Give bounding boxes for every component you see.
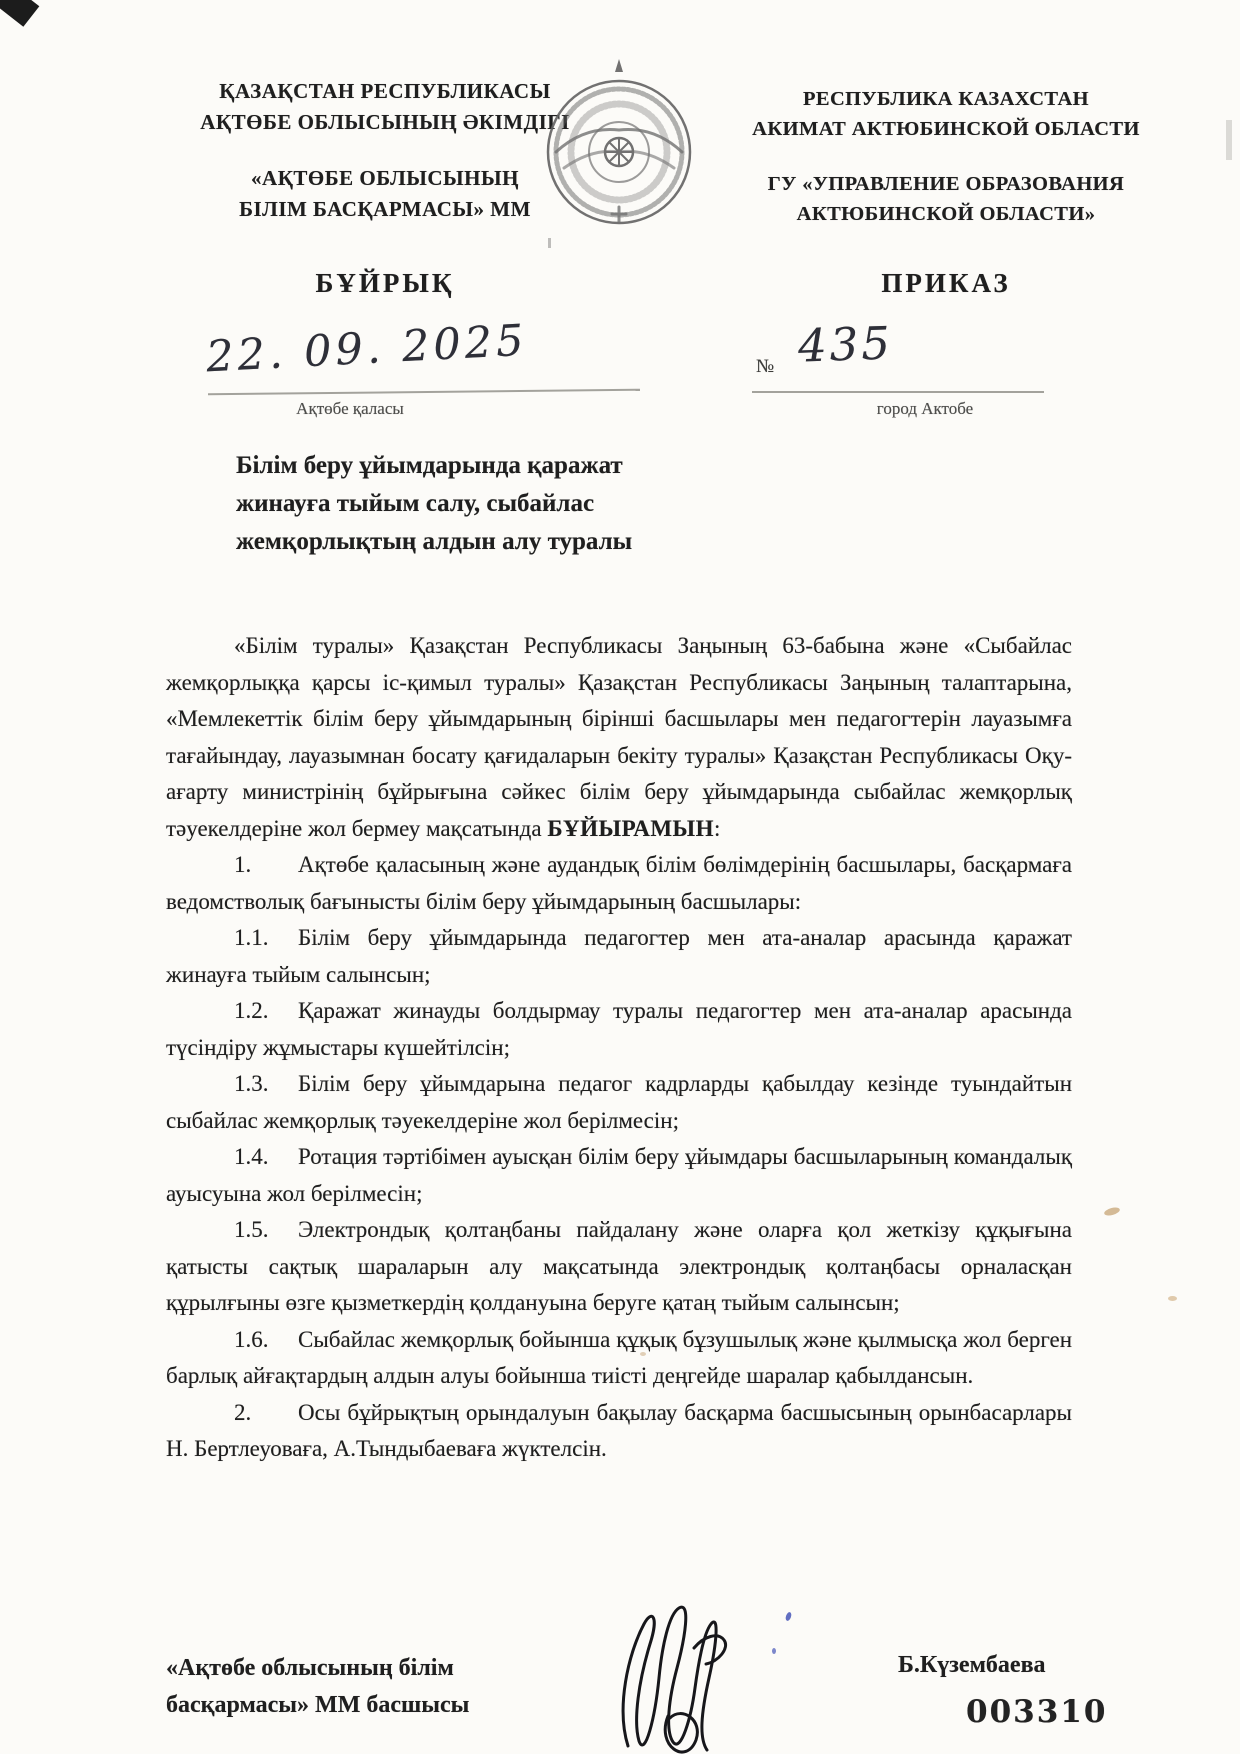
scan-speck xyxy=(548,238,551,248)
date-underline xyxy=(208,389,640,396)
handwritten-order-number: 435 xyxy=(797,316,894,373)
item-number: 1. xyxy=(234,852,252,877)
item-text: Білім беру ұйымдарына педагог кадрларды қабылдау кезінде туындайтын сыбайлас жемқорлық тәуекелдеріне жол берілмесін; xyxy=(166,1071,1072,1133)
item-text: Электрондық қолтаңбаны пайдалану және оларға қол жеткізу құқығына қатысты сақтық шараларын алу мақсатында электрондық қолтаңбасы орналасқан құрылғыны өзге қызметкердің қолдануына беруге қатаң тыйым салынсын; xyxy=(166,1217,1072,1315)
item-number: 1.6. xyxy=(234,1326,269,1352)
item-text: Қаражат жинауды болдырмау туралы педагогтер мен ата-аналар арасында түсіндіру жұмыстары күшейтілсін; xyxy=(166,998,1072,1060)
item-text: Ротация тәртібімен ауысқан білім беру ұйымдары басшыларының командалық ауысуына жол берілмесін; xyxy=(166,1144,1072,1206)
item-number: 1.1. xyxy=(234,925,269,950)
org-line: ҚАЗАҚСТАН РЕСПУБЛИКАСЫ xyxy=(219,79,551,103)
order-item-paragraph xyxy=(166,1139,1072,1212)
order-body xyxy=(166,628,1072,1468)
org-line: БІЛІМ БАСҚАРМАСЫ» ММ xyxy=(239,197,531,221)
org-line: «АҚТӨБЕ ОБЛЫСЫНЫҢ xyxy=(251,166,519,190)
order-item-paragraph xyxy=(166,993,1072,1066)
order-item-paragraph xyxy=(166,920,1072,993)
item-text: Білім беру ұйымдарында педагогтер мен ата-аналар арасында қаражат жинауға тыйым салынсын; xyxy=(166,925,1072,987)
document-title-line: Білім беру ұйымдарында қаражат xyxy=(236,452,623,479)
org-line: АКИМАТ АКТЮБИНСКОЙ ОБЛАСТИ xyxy=(752,118,1140,140)
item-text: Сыбайлас жемқорлық бойынша құқық бұзушылық және қылмысқа жол берген барлық айғақтардың алдын алуы бойынша тиісті деңгейде шаралар қабылдансын. xyxy=(166,1326,1072,1388)
letterhead-org-kazakh xyxy=(160,76,610,225)
item-text: Ақтөбе қаласының және аудандық білім бөлімдерінің басшылары, басқармаға ведомстволық бағынысты білім беру ұйымдарының басшылары: xyxy=(166,852,1072,914)
signer-name: Б.Күзембаева xyxy=(898,1652,1046,1678)
signer-position-title: «Ақтөбе облысының білім басқармасы» ММ басшысы xyxy=(166,1655,470,1718)
order-item-paragraph xyxy=(166,1066,1072,1139)
scan-edge-artifact xyxy=(1226,120,1232,160)
number-underline xyxy=(752,391,1044,393)
org-line: АКТЮБИНСКОЙ ОБЛАСТИ» xyxy=(796,203,1096,225)
order-verb: БҰЙЫРАМЫН xyxy=(547,815,715,841)
order-item-paragraph xyxy=(166,1212,1072,1322)
handwritten-date: 22. 09. 2025 xyxy=(204,315,529,383)
org-line: ГУ «УПРАВЛЕНИЕ ОБРАЗОВАНИЯ xyxy=(767,173,1125,195)
date-place-caption: Ақтөбе қаласы xyxy=(296,399,404,418)
intro-colon: : xyxy=(714,815,721,841)
item-number: 1.5. xyxy=(234,1217,269,1242)
document-title-line: жемқорлықтың алдын алу туралы xyxy=(236,528,633,555)
item-number: 1.3. xyxy=(234,1071,269,1096)
scan-corner-artifact xyxy=(0,0,39,27)
org-line: РЕСПУБЛИКА КАЗАХСТАН xyxy=(802,88,1090,110)
order-items xyxy=(166,847,1072,1468)
order-heading-russian: ПРИКАЗ xyxy=(881,268,1011,298)
document-title xyxy=(236,447,746,561)
ink-speck xyxy=(772,1648,776,1654)
org-line: АҚТӨБЕ ОБЛЫСЫНЫҢ ӘКІМДІГІ xyxy=(200,110,570,134)
order-item-paragraph xyxy=(166,847,1072,920)
paper-smudge xyxy=(1168,1296,1177,1301)
intro-paragraph xyxy=(166,628,1072,847)
order-heading-kazakh: БҰЙРЫҚ xyxy=(315,268,455,298)
ink-speck xyxy=(785,1611,793,1621)
item-number: 1.2. xyxy=(234,998,269,1023)
number-sign: № xyxy=(756,356,775,377)
document-title-line: жинауға тыйым салу, сыбайлас xyxy=(236,490,595,517)
state-emblem-icon xyxy=(544,56,694,228)
item-number: 1.4. xyxy=(234,1144,269,1169)
order-item-paragraph xyxy=(166,1395,1072,1468)
paper-smudge xyxy=(1103,1206,1120,1217)
handwritten-signature-icon xyxy=(598,1596,748,1754)
registration-stamp-number: 003310 xyxy=(966,1694,1108,1730)
number-place-caption: город Актобе xyxy=(876,399,974,418)
letterhead-org-russian xyxy=(728,84,1164,229)
intro-text: «Білім туралы» Қазақстан Республикасы Заңының 63-бабына және «Сыбайлас жемқорлыққа қарсы іс-қимыл туралы» Қазақстан Республикасы Заңының талаптарына, «Мемлекеттік білім беру ұйымдарының бірінші басшылары мен педагогтерін лауазымға тағайындау, лауазымнан босату қағидаларын бекіту туралы» Қазақстан Республикасы Оқу-ағарту министрінің бұйрығына сәйкес білім беру ұйымдарында сыбайлас жемқорлық тәуекелдеріне жол бермеу мақсатында xyxy=(166,633,1072,841)
item-text: Осы бұйрықтың орындалуын бақылау басқарма басшысының орынбасарлары Н. Бертлеуоваға, А.Тындыбаеваға жүктелсін. xyxy=(166,1399,1072,1461)
item-number: 2. xyxy=(234,1399,252,1425)
order-item-paragraph xyxy=(166,1322,1072,1395)
